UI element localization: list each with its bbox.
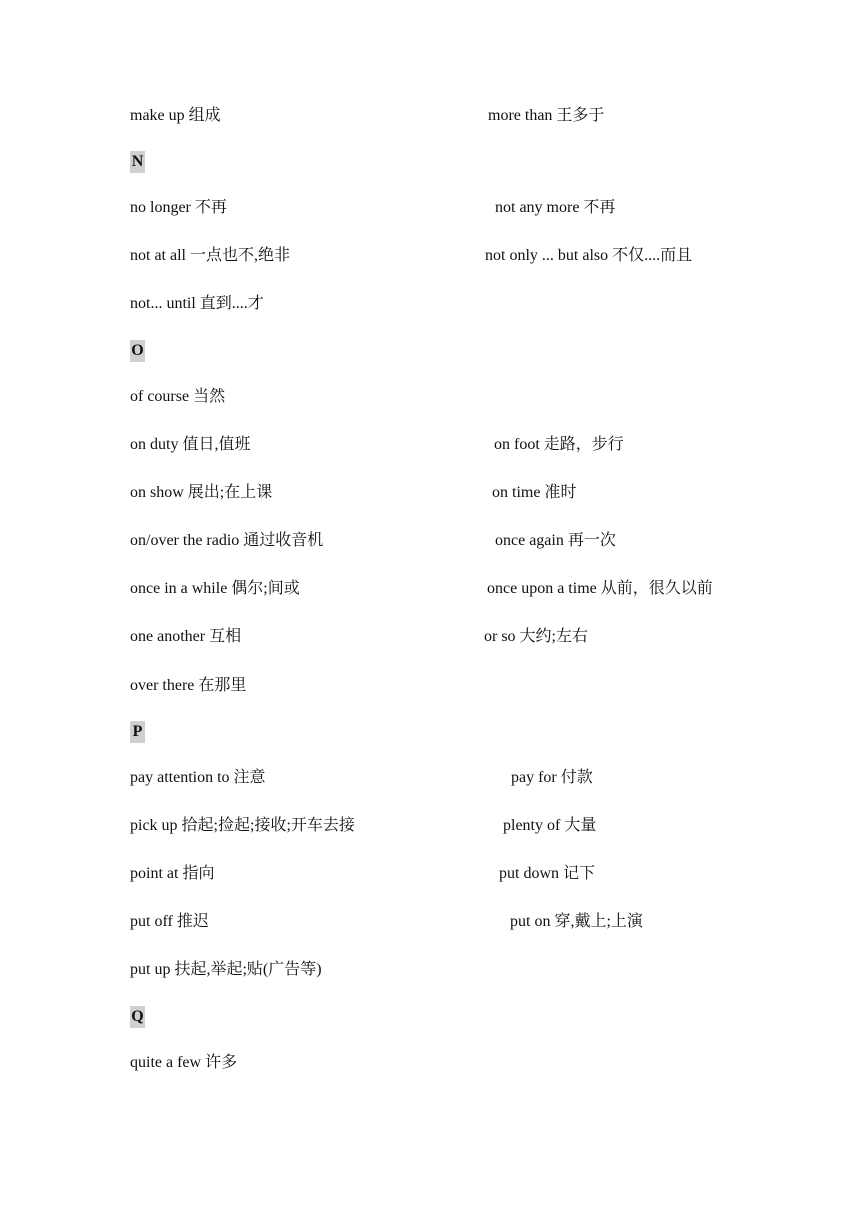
phrase-left: over there 在那里 xyxy=(130,677,247,694)
phrase-left: put up 扶起,举起;贴(广告等) xyxy=(130,961,322,978)
phrase-right: put down 记下 xyxy=(499,865,596,882)
phrase-right: or so 大约;左右 xyxy=(484,628,589,645)
phrase-row xyxy=(130,958,810,982)
phrase-left: not at all 一点也不,绝非 xyxy=(130,247,290,264)
phrase-row xyxy=(130,529,810,553)
phrase-left: point at 指向 xyxy=(130,865,215,882)
phrase-left: once in a while 偶尔;间或 xyxy=(130,580,300,597)
phrase-row xyxy=(130,577,810,601)
phrase-right: once again 再一次 xyxy=(495,532,616,549)
phrase-left: make up 组成 xyxy=(130,107,221,124)
phrase-right: pay for 付款 xyxy=(511,769,593,786)
section-letter-n: N xyxy=(130,151,145,173)
phrase-left: quite a few 许多 xyxy=(130,1054,238,1071)
phrase-left: one another 互相 xyxy=(130,628,242,645)
phrase-right: not any more 不再 xyxy=(495,199,616,216)
phrase-right: not only ... but also 不仅....而且 xyxy=(485,247,693,264)
phrase-row xyxy=(130,292,810,316)
section-letter-p: P xyxy=(130,721,145,743)
section-letter-q: Q xyxy=(130,1006,145,1028)
phrase-right: once upon a time 从前，很久以前 xyxy=(487,580,713,597)
phrase-row xyxy=(130,104,810,128)
phrase-left: on duty 值日,值班 xyxy=(130,436,251,453)
phrase-left: not... until 直到....才 xyxy=(130,295,264,312)
phrase-right: plenty of 大量 xyxy=(503,817,597,834)
phrase-left: of course 当然 xyxy=(130,388,226,405)
phrase-row xyxy=(130,433,810,457)
phrase-row xyxy=(130,674,810,698)
phrase-right: more than 王多于 xyxy=(488,107,605,124)
phrase-row xyxy=(130,196,810,220)
phrase-left: pay attention to 注意 xyxy=(130,769,266,786)
phrase-row xyxy=(130,481,810,505)
phrase-left: put off 推迟 xyxy=(130,913,209,930)
phrase-right: on time 准时 xyxy=(492,484,577,501)
phrase-left: pick up 拾起;捡起;接收;开车去接 xyxy=(130,817,355,834)
phrase-row xyxy=(130,244,810,268)
section-letter-o: O xyxy=(130,340,145,362)
phrase-right: on foot 走路，步行 xyxy=(494,436,624,453)
phrase-right: put on 穿,戴上;上演 xyxy=(510,913,643,930)
phrase-row xyxy=(130,1051,810,1075)
phrase-row xyxy=(130,910,810,934)
phrase-left: no longer 不再 xyxy=(130,199,227,216)
phrase-row xyxy=(130,385,810,409)
phrase-row xyxy=(130,814,810,838)
phrase-left: on/over the radio 通过收音机 xyxy=(130,532,324,549)
phrase-row xyxy=(130,625,810,649)
phrase-left: on show 展出;在上课 xyxy=(130,484,273,501)
phrase-row xyxy=(130,862,810,886)
phrase-row xyxy=(130,766,810,790)
